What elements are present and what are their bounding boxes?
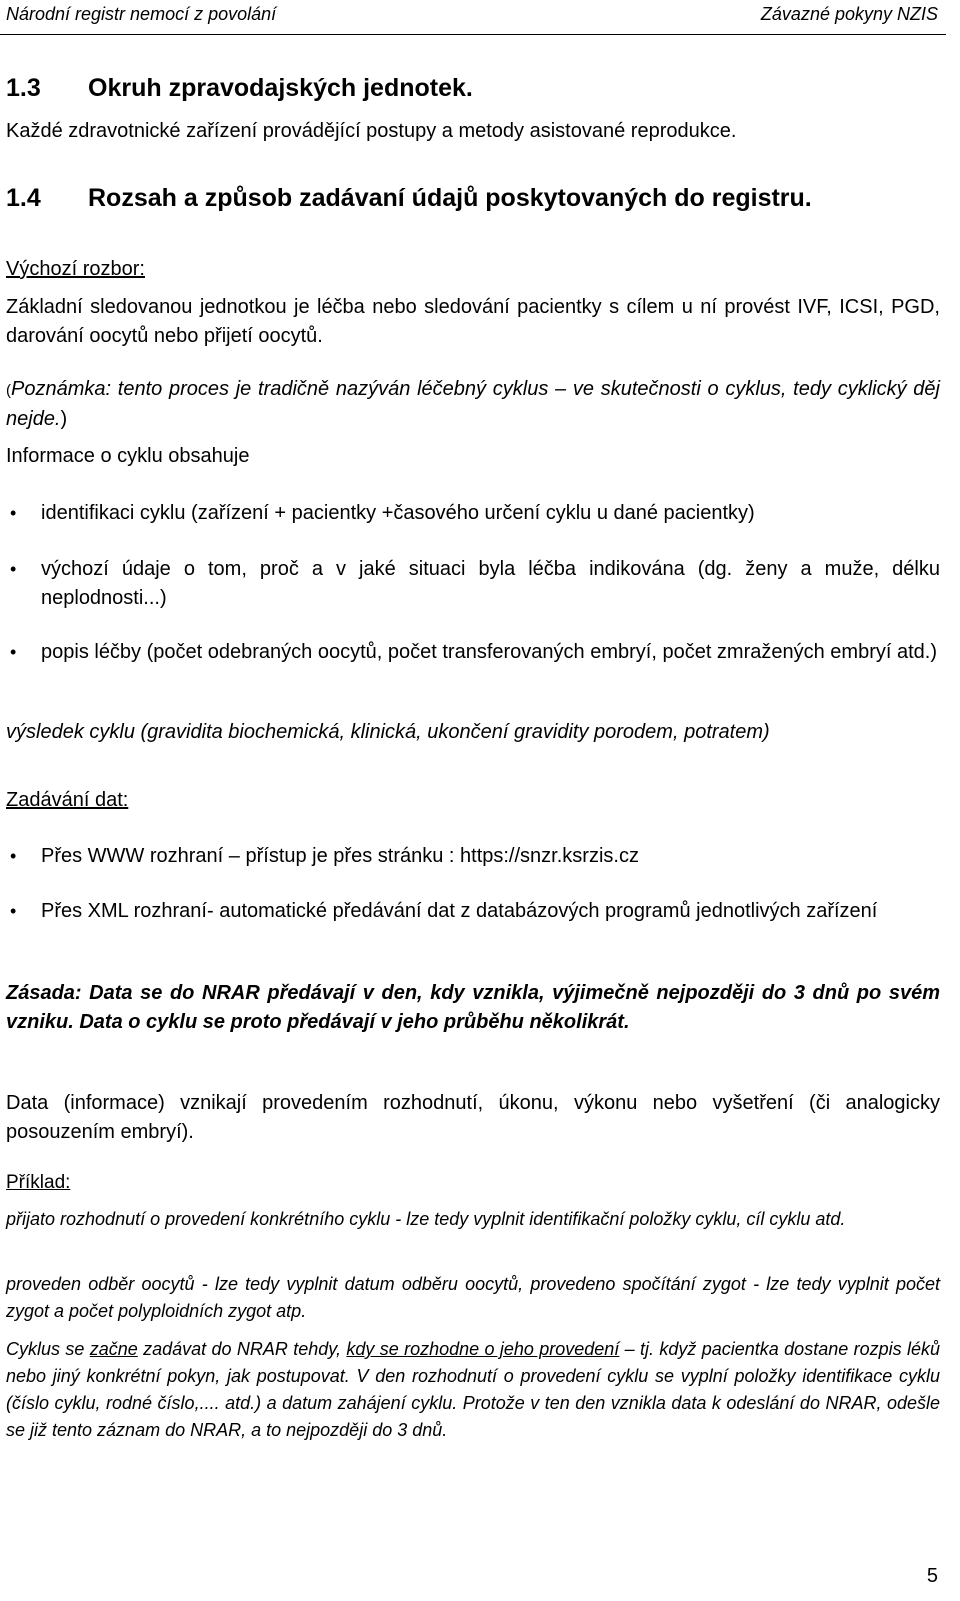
example-item: přijato rozhodnutí o provedení konkrétního cyklu - lze tedy vyplnit identifikační položky cyklu, cíl cyklu atd. xyxy=(6,1209,846,1229)
cycle-result-text: výsledek cyklu (gravidita biochemická, klinická, ukončení gravidity porodem, potratem) xyxy=(6,721,770,743)
principle-text: Zásada: Data se do NRAR předávají v den, kdy vznikla, výjimečně nejpozději do 3 dnů po svém vzniku. Data o cyklu se proto předávají v jeho průběhu několikrát. xyxy=(6,982,940,1033)
data-origin-text: Data (informace) vznikají provedením rozhodnutí, úkonu, výkonu nebo vyšetření (či analogicky posouzením embryí). xyxy=(6,1092,940,1143)
reporting-units-text: Každé zdravotnické zařízení provádějící postupy a metody asistované reprodukce. xyxy=(6,120,737,142)
analysis-text: Základní sledovanou jednotkou je léčba nebo sledování pacientky s cílem u ní provést IVF, ICSI, PGD, darování oocytů nebo přijetí oocytů. xyxy=(6,296,940,347)
note-close-paren: ) xyxy=(60,408,68,430)
section-number: 1.4 xyxy=(6,184,41,212)
bullet-icon: • xyxy=(10,901,17,921)
cycle-start-part: zadávat do NRAR tehdy, xyxy=(137,1339,347,1359)
cycle-start-underlined: začne xyxy=(89,1339,138,1359)
cycle-start-underlined: kdy se rozhodne o jeho provedení xyxy=(346,1339,620,1359)
header-registry-title: Národní registr nemocí z povolání xyxy=(6,4,277,24)
analysis-note xyxy=(6,375,940,434)
section-title: Rozsah a způsob zadávaní údajů poskytovaných do registru. xyxy=(88,184,812,212)
bullet-item: popis léčby (počet odebraných oocytů, počet transferovaných embryí, počet zmražených embryí atd.) xyxy=(41,641,937,663)
bullet-item: Přes XML rozhraní- automatické předávání dat z databázových programů jednotlivých zařízení xyxy=(41,900,878,922)
analysis-label: Výchozí rozbor: xyxy=(6,258,145,280)
section-number: 1.3 xyxy=(6,74,41,102)
page-number: 5 xyxy=(926,1565,938,1587)
info-intro: Informace o cyklu obsahuje xyxy=(6,445,250,467)
bullet-item: Přes WWW rozhraní – přístup je přes stránku : https://snzr.ksrzis.cz xyxy=(41,845,639,867)
cycle-start-part: – tj. když pacientka dostane rozpis léků nebo jiný konkrétní pokyn, jak postupovat. V den rozhodnutí o provedení cyklu se vyplní položky identifikace cyklu (číslo cyklu, rodné číslo,.... atd.) a datum zahájení cyklu. Protože v ten den vznikla data k odeslání do NRAR, odešle se již tento záznam do NRAR, a to nejpozději do 3 dnů. xyxy=(6,1339,940,1440)
example-item: proveden odběr oocytů - lze tedy vyplnit datum odběru oocytů, provedeno spočítání zygot - lze tedy vyplnit počet zygot a počet polyploidních zygot atp. xyxy=(6,1274,940,1321)
header-document-type: Závazné pokyny NZIS xyxy=(760,4,938,24)
cycle-start-part: Cyklus se xyxy=(6,1339,90,1359)
example-label: Příklad: xyxy=(6,1172,71,1193)
data-entry-label: Zadávání dat: xyxy=(6,789,129,811)
bullet-item: identifikaci cyklu (zařízení + pacientky +časového určení cyklu u dané pacientky) xyxy=(41,502,755,524)
section-heading-1-4 xyxy=(6,183,812,213)
bullet-icon: • xyxy=(10,559,17,579)
note-text: Poznámka: tento proces je tradičně nazýván léčebný cyklus – ve skutečnosti o cyklus, tedy cyklický děj nejde. xyxy=(6,378,940,430)
header-divider xyxy=(0,34,946,35)
bullet-icon: • xyxy=(10,503,17,523)
section-title: Okruh zpravodajských jednotek. xyxy=(88,74,473,102)
section-heading-1-3 xyxy=(6,73,473,103)
bullet-icon: • xyxy=(10,642,17,662)
note-open-paren: ( xyxy=(6,382,11,399)
bullet-item: výchozí údaje o tom, proč a v jaké situaci byla léčba indikována (dg. ženy a muže, délku neplodnosti...) xyxy=(41,558,940,609)
cycle-start-text xyxy=(6,1336,940,1444)
bullet-icon: • xyxy=(10,846,17,866)
